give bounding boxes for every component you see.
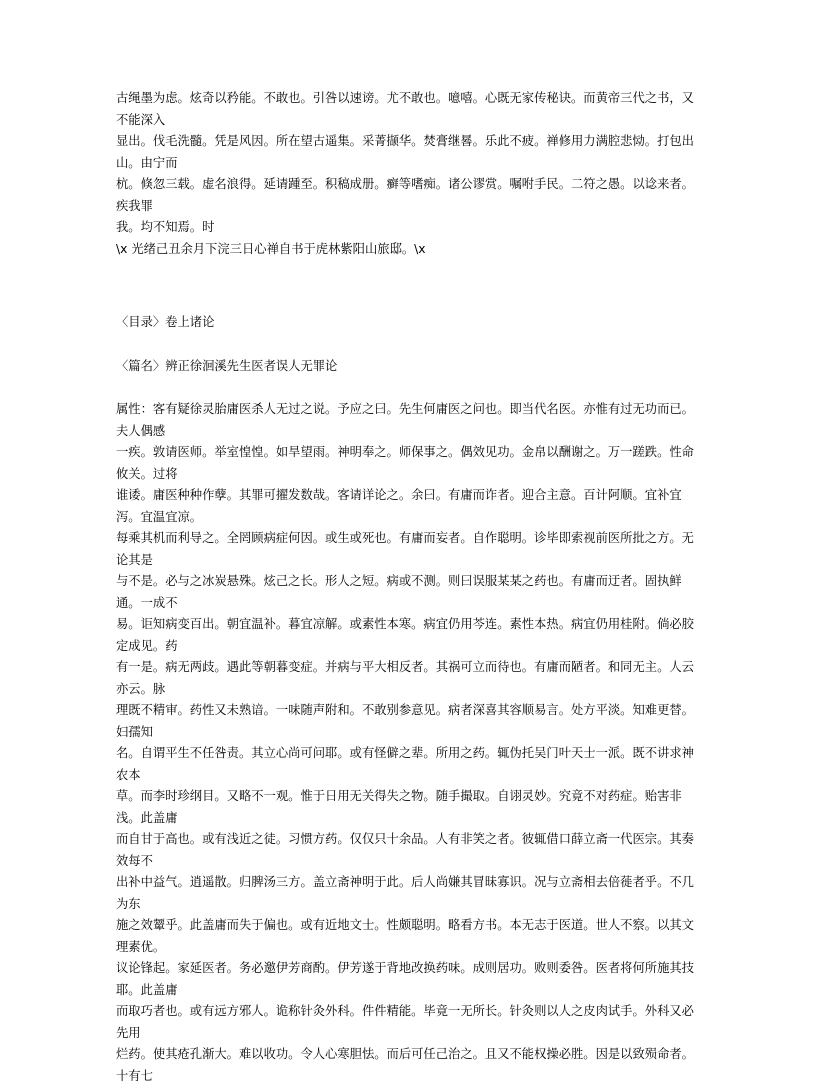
paragraph: 而取巧者也。或有远方邪人。诡称针灸外科。件件精能。毕竟一无所长。针灸则以人之皮肉试手。外科又必先用 xyxy=(116,1004,694,1040)
paragraph: 古绳墨为虑。炫奇以矜能。不敢也。引咎以速谤。尤不敢也。噫嘻。心既无家传秘诀。而黄帝三代之书，又不能深入 xyxy=(116,91,694,127)
paragraph: \x 光绪己丑余月下浣三日心禅自书于虎林紫阳山旅邸。\x xyxy=(116,241,426,256)
paragraph: 杭。倏忽三载。虚名浪得。延请踵至。积稿成册。癣等嗜痴。诸公谬赏。嘱咐手民。二符之愚。以谂来者。疾我罪 xyxy=(116,177,694,213)
paragraph: 理既不精审。药性又未熟谙。一味随声附和。不敢别参意见。病者深喜其容顺易言。处方平淡。知难更替。妇孺知 xyxy=(116,703,694,739)
article-heading: 〈篇名〉辨正徐洄溪先生医者误人无罪论 xyxy=(116,358,338,373)
heading-spacer xyxy=(116,377,700,399)
paragraph: 谁诿。庸医种种作孽。其罪可擢发数哉。客请详论之。余曰。有庸而诈者。迎合主意。百计阿顺。宜补宜泻。宜温宜凉。 xyxy=(116,488,682,524)
paragraph: 属性：客有疑徐灵胎庸医杀人无过之说。予应之曰。先生何庸医之问也。即当代名医。亦惟有过无功而已。夫人偶感 xyxy=(116,402,694,438)
paragraph: 名。自谓平生不任咎责。其立心尚可问耶。或有怪僻之辈。所用之药。辄伪托吴门叶天士一派。既不讲求神农本 xyxy=(116,746,694,782)
paragraph: 与不是。必与之冰炭悬殊。炫己之长。形人之短。病或不测。则曰误服某某之药也。有庸而迂者。固执鲜通。一成不 xyxy=(116,574,682,610)
paragraph: 易。讵知病变百出。朝宜温补。暮宜凉解。或素性本寒。病宜仍用芩连。素性本热。病宜仍用桂附。倘必胶定成见。药 xyxy=(116,617,694,653)
paragraph: 出补中益气。逍遥散。归脾汤三方。盖立斋神明于此。后人尚嫌其冒昧寡识。况与立斋相去倍蓰者乎。不几为东 xyxy=(116,875,694,911)
paragraph: 每乘其机而利导之。全罔顾病症何因。或生或死也。有庸而妄者。自作聪明。诊毕即索视前医所批之方。无论其是 xyxy=(116,531,694,567)
document-body xyxy=(116,88,700,1087)
paragraph: 显出。伐毛洗髓。凭是风因。所在望古遥集。采菁撷华。焚膏继晷。乐此不疲。禅修用力满腔悲恸。打包出山。由宁而 xyxy=(116,134,694,170)
paragraph: 一疾。敦请医师。举室惶惶。如旱望雨。神明奉之。师保事之。偶效见功。金帛以酬谢之。万一蹉跌。性命攸关。过将 xyxy=(116,445,694,481)
paragraph: 烂药。使其疮孔渐大。难以收功。令人心寒胆怯。而后可任己治之。且又不能权操必胜。因是以致殒命者。十有七 xyxy=(116,1047,694,1083)
paragraph: 而自甘于高也。或有浅近之徒。习惯方药。仅仅只十余品。人有非笑之者。彼辄借口薛立斋一代医宗。其奏效每不 xyxy=(116,832,694,868)
paragraph: 施之效颦乎。此盖庸而失于偏也。或有近地文士。性颇聪明。略看方书。本无志于医道。世人不察。以其文理素优。 xyxy=(116,918,694,954)
paragraph: 有一是。病无两歧。遇此等朝暮变症。并病与平大相反者。其祸可立而待也。有庸而陋者。和同无主。人云亦云。脉 xyxy=(116,660,694,696)
section-spacer xyxy=(116,260,700,312)
intro-section xyxy=(116,88,700,260)
paragraph: 草。而李时珍纲目。又略不一观。惟于日用无关得失之物。随手撮取。自诩灵妙。究竟不对药症。贻害非浅。此盖庸 xyxy=(116,789,682,825)
toc-heading: 〈目录〉卷上诸论 xyxy=(116,315,215,329)
heading-spacer xyxy=(116,334,700,356)
article-body xyxy=(116,399,700,1087)
paragraph: 我。均不知焉。时 xyxy=(116,220,215,234)
paragraph: 议论锋起。家延医者。务必邀伊芳商酌。伊芳遂于背地改换药味。成则居功。败则委咎。医者将何所施其技耶。此盖庸 xyxy=(116,961,694,997)
